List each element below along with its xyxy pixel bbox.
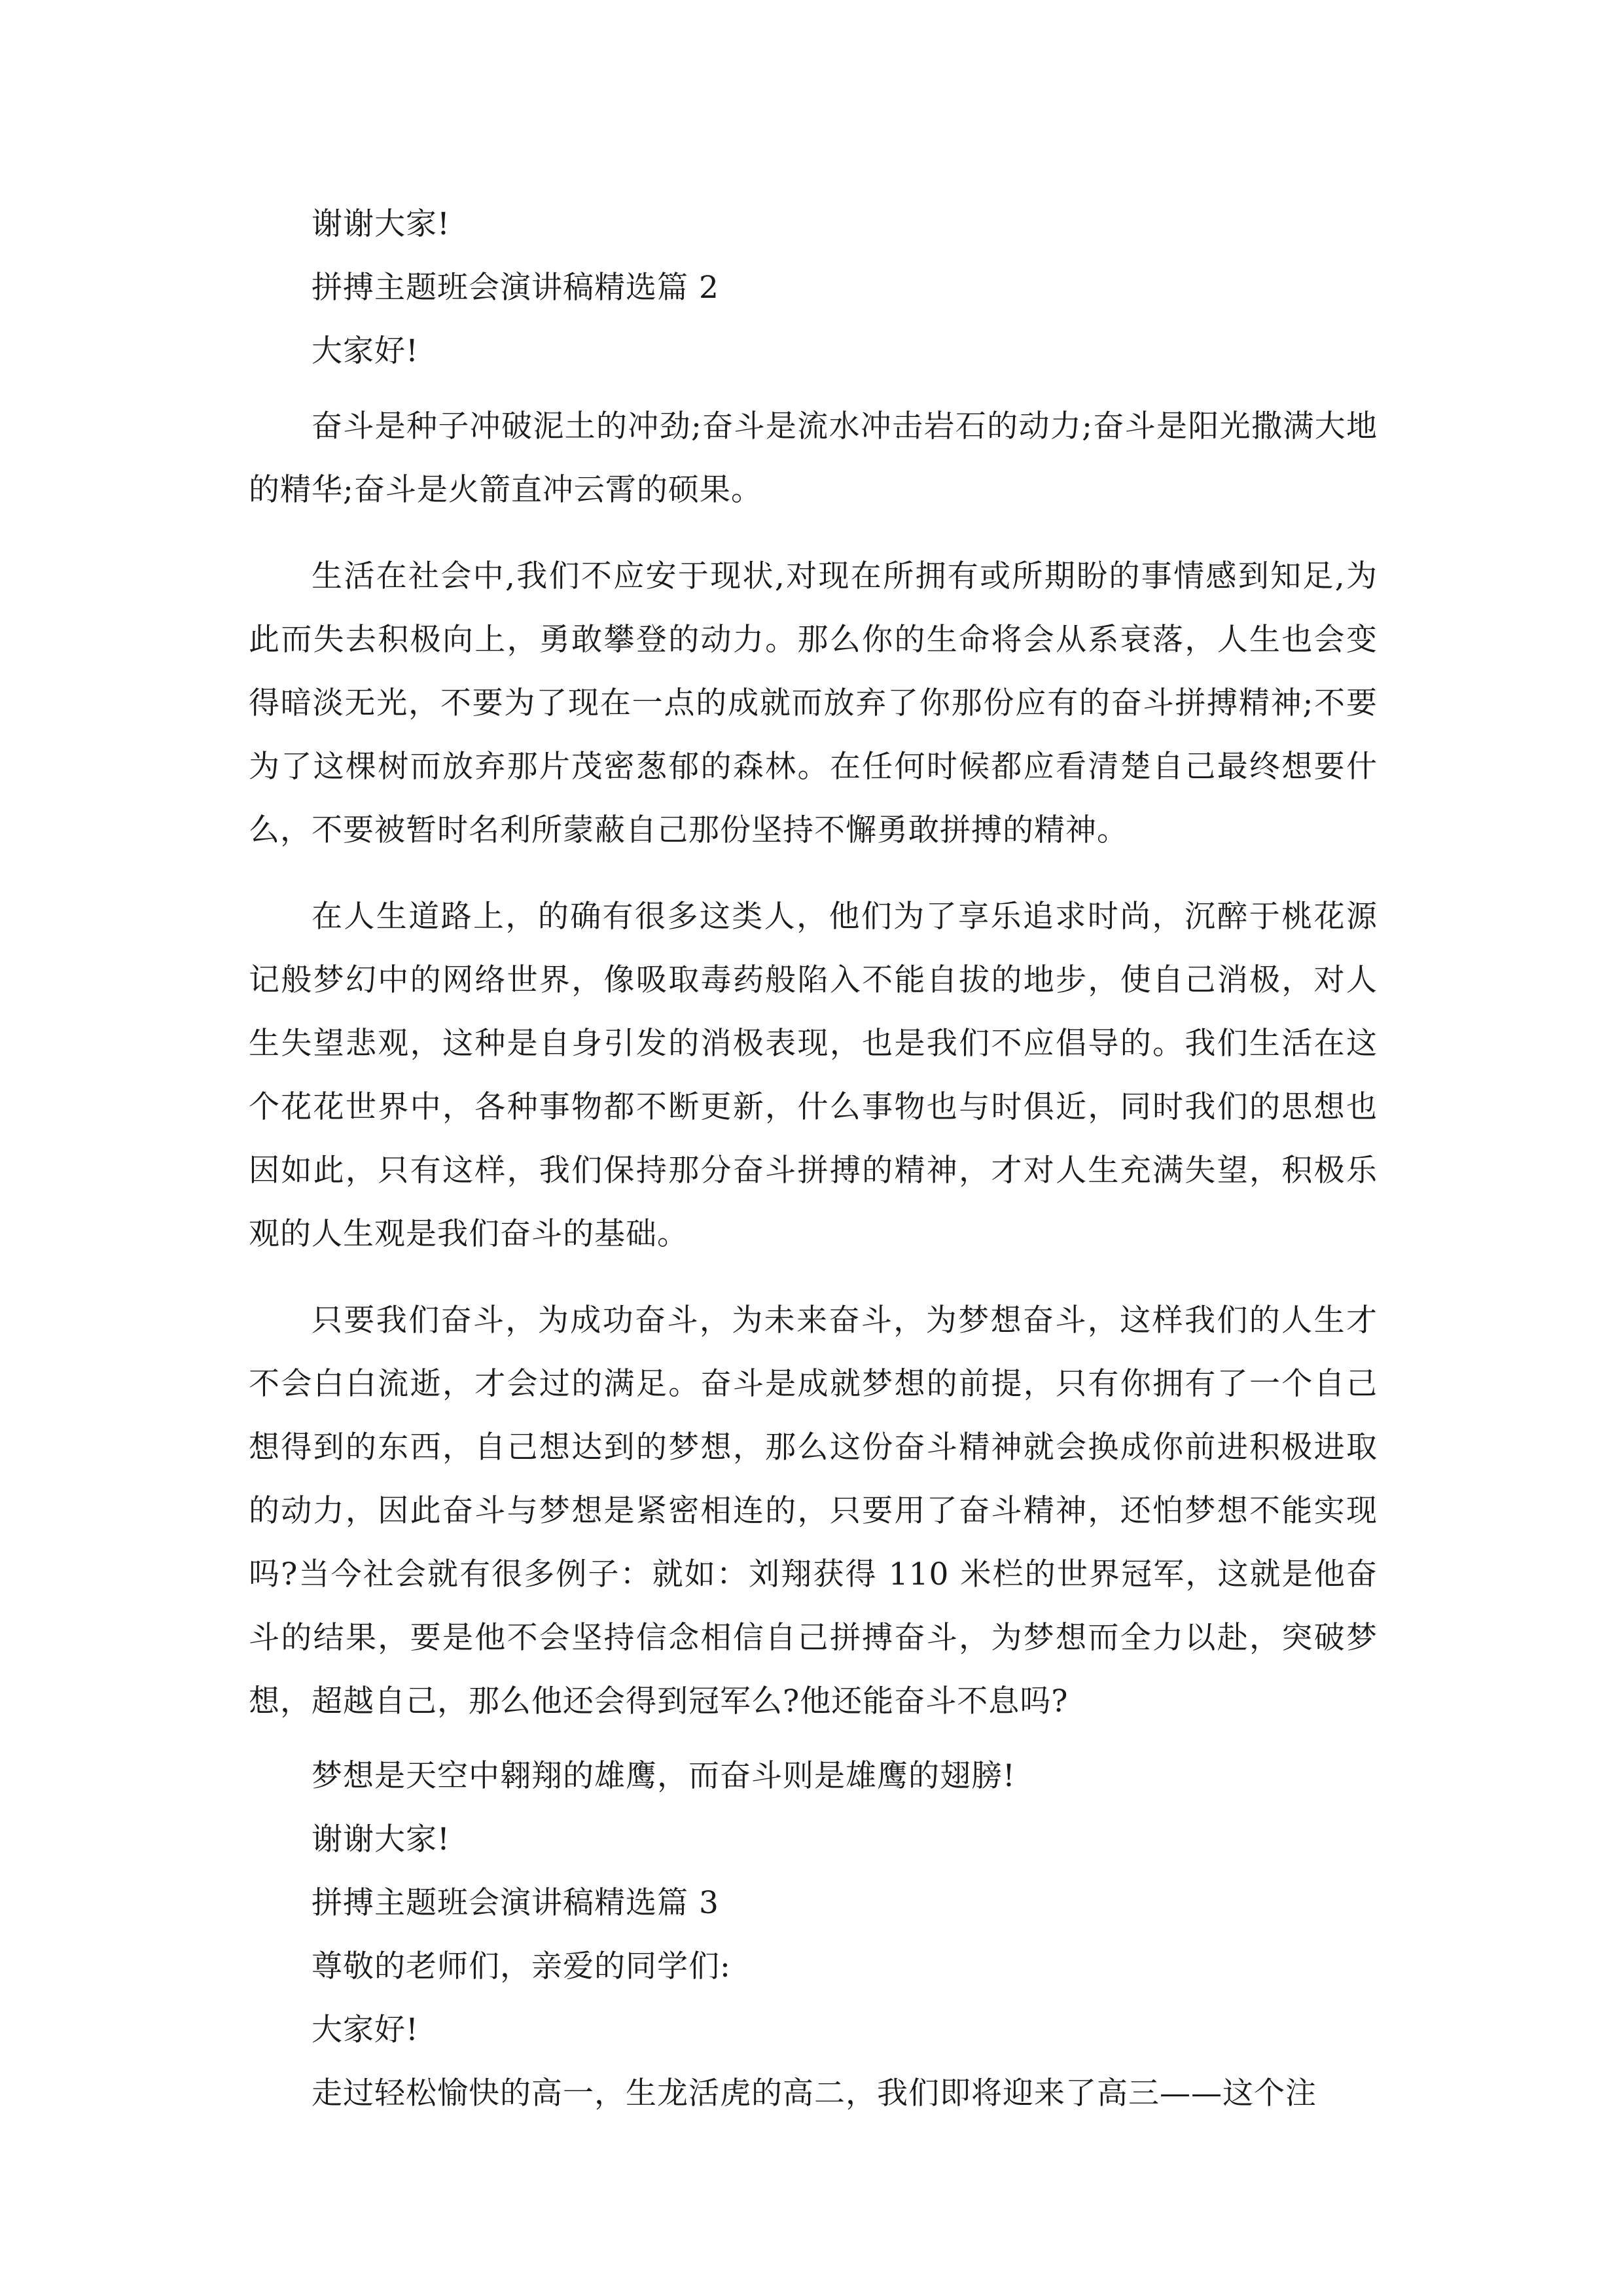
section-heading: 拼搏主题班会演讲稿精选篇 2 <box>312 270 719 306</box>
greeting: 大家好! <box>312 333 419 369</box>
paragraph: 梦想是天空中翱翔的雄鹰，而奋斗则是雄鹰的翅膀! <box>312 1758 1016 1794</box>
section-heading: 拼搏主题班会演讲稿精选篇 3 <box>312 1885 719 1921</box>
closing-thanks: 谢谢大家! <box>312 1821 450 1857</box>
salutation: 尊敬的老师们，亲爱的同学们: <box>312 1948 731 1984</box>
paragraph: 生活在社会中,我们不应安于现状,对现在所拥有或所期盼的事情感到知足,为此而失去积极向上，勇敢攀登的动力。那么你的生命将会从系衰落，人生也会变得暗淡无光，不要为了现在一点的成就而放弃了你那份应有的奋斗拼搏精神;不要为了这棵树而放弃那片茂密葱郁的森林。在任何时候都应看清楚自己最终想要什么，不要被暂时名利所蒙蔽自己那份坚持不懈勇敢拼搏的精神。 <box>249 558 1378 848</box>
closing-thanks: 谢谢大家! <box>312 206 450 242</box>
document-body <box>249 204 1378 2137</box>
paragraph: 只要我们奋斗，为成功奋斗，为未来奋斗，为梦想奋斗，这样我们的人生才不会白白流逝，才会过的满足。奋斗是成就梦想的前提，只有你拥有了一个自己想得到的东西，自己想达到的梦想，那么这份奋斗精神就会换成你前进积极进取的动力，因此奋斗与梦想是紧密相连的，只要用了奋斗精神，还怕梦想不能实现吗?当今社会就有很多例子：就如：刘翔获得 110 米栏的世界冠军，这就是他奋斗的结果，要是他不会坚持信念相信自己拼搏奋斗，为梦想而全力以赴，突破梦想，超越自己，那么他还会得到冠军么?他还能奋斗不息吗? <box>249 1302 1378 1719</box>
greeting: 大家好! <box>312 2012 419 2048</box>
paragraph: 在人生道路上，的确有很多这类人，他们为了享乐追求时尚，沉醉于桃花源记般梦幻中的网络世界，像吸取毒药般陷入不能自拔的地步，使自己消极，对人生失望悲观，这种是自身引发的消极表现，也是我们不应倡导的。我们生活在这个花花世界中，各种事物都不断更新，什么事物也与时俱近，同时我们的思想也因如此，只有这样，我们保持那分奋斗拼搏的精神，才对人生充满失望，积极乐观的人生观是我们奋斗的基础。 <box>249 899 1378 1252</box>
paragraph: 走过轻松愉快的高一，生龙活虎的高二，我们即将迎来了高三——这个注 <box>312 2075 1317 2111</box>
paragraph: 奋斗是种子冲破泥土的冲劲;奋斗是流水冲击岩石的动力;奋斗是阳光撒满大地的精华;奋斗是火箭直冲云霄的硕果。 <box>249 408 1378 508</box>
